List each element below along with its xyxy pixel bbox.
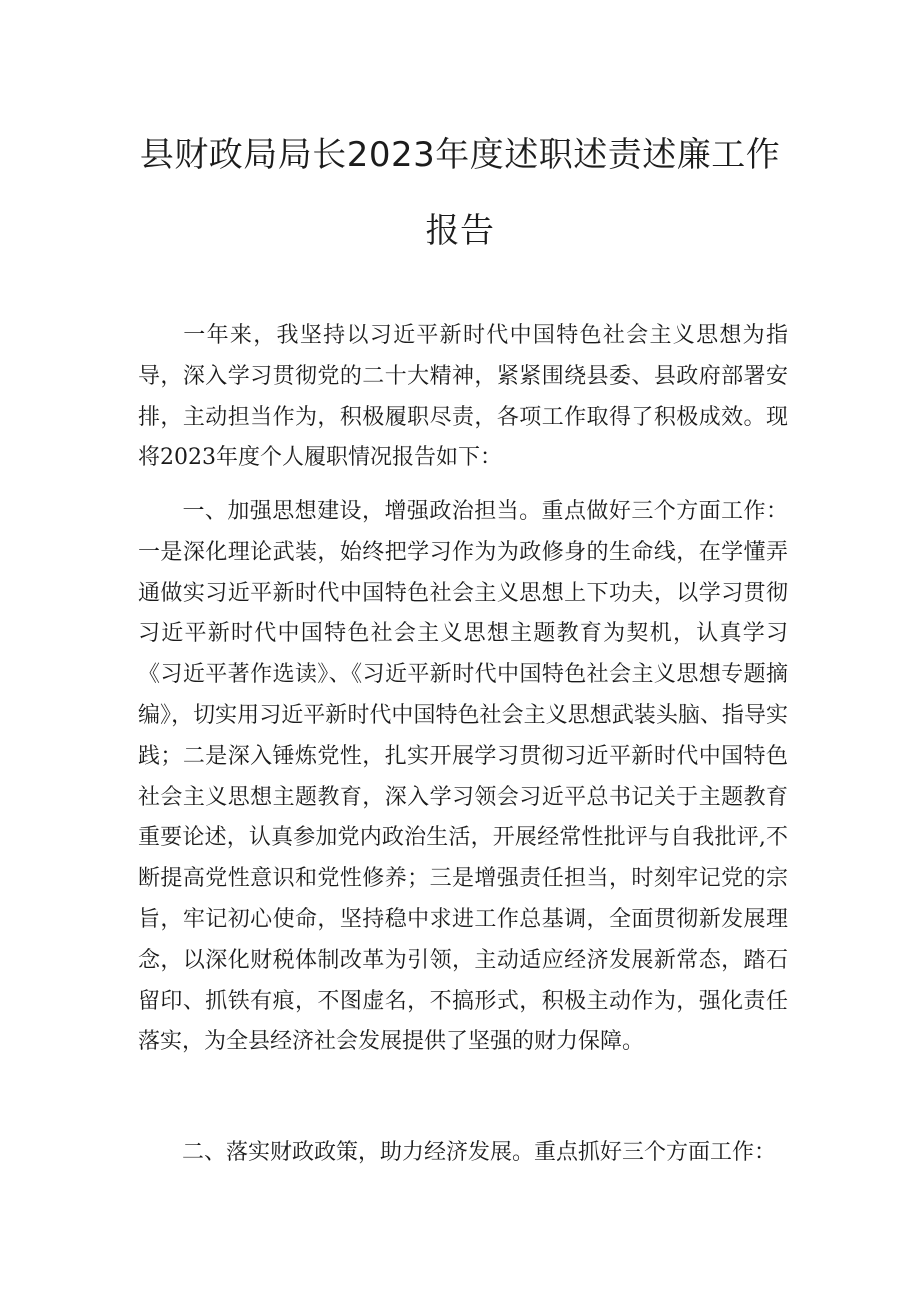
paragraph-section-two: [138, 1133, 788, 1174]
paragraph-intro-text: 一年来，我坚持以习近平新时代中国特色社会主义思想为指导，深入学习贯彻党的二十大精神，紧紧围绕县委、县政府部署安排，主动担当作为，积极履职尽责，各项工作取得了积极成效。现将2023年度个人履职情况报告如下：: [138, 323, 788, 471]
paragraph-section-one: [138, 492, 788, 1063]
document-title-line-2: 报告: [425, 211, 495, 251]
paragraph-section-two-text: 二、落实财政政策，助力经济发展。重点抓好三个方面工作：: [182, 1140, 777, 1165]
paragraph-section-one-text: 一、加强思想建设，增强政治担当。重点做好三个方面工作：一是深化理论武装，始终把学习作为为政修身的生命线，在学懂弄通做实习近平新时代中国特色社会主义思想上下功夫，以学习贯彻习近平新时代中国特色社会主义思想主题教育为契机，认真学习《习近平著作选读》、《习近平新时代中国特色社会主义思想专题摘编》，切实用习近平新时代中国特色社会主义思想武装头脑、指导实践；二是深入锤炼党性，扎实开展学习贯彻习近平新时代中国特色社会主义思想主题教育，深入学习领会习近平总书记关于主题教育重要论述，认真参加党内政治生活，开展经常性批评与自我批评,不断提高党性意识和党性修养；三是增强责任担当，时刻牢记党的宗旨，牢记初心使命，坚持稳中求进工作总基调，全面贯彻新发展理念，以深化财税体制改革为引领，主动适应经济发展新常态，踏石留印、抓铁有痕，不图虚名，不搞形式，积极主动作为，强化责任落实，为全县经济社会发展提供了坚强的财力保障。: [138, 499, 788, 1055]
paragraph-intro: [138, 316, 788, 479]
document-title-line-1: 县财政局局长2023年度述职述责述廉工作: [139, 135, 781, 175]
